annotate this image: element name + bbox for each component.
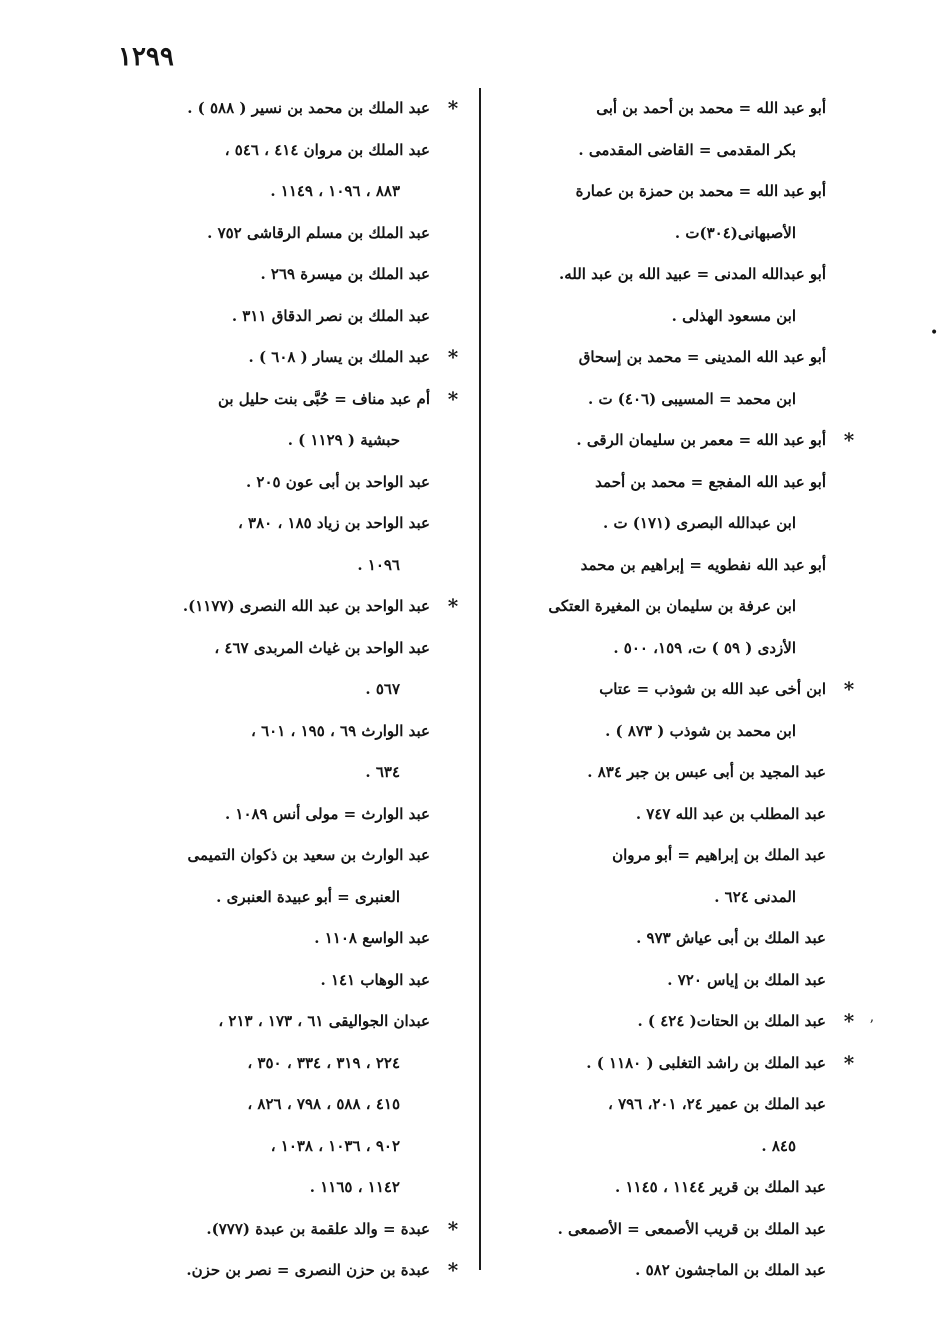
index-entry [492,1001,855,1043]
index-entry [492,918,832,960]
index-entry [492,669,855,752]
column-divider [479,88,481,1270]
index-entry [98,1250,459,1292]
entry-line: عبدة = والد علقمة بن عبدة (٧٧٧). [206,1219,430,1238]
entry-continuation-line: ابن عرفة بن سليمان بن المغيرة العتكى [548,597,796,615]
index-entry [98,918,436,960]
entry-line: أبو عبد الله المدينى = محمد بن إسحاق [578,348,826,366]
asterisk-marker-icon: * [447,1216,459,1241]
asterisk-marker-icon: * [447,386,459,411]
entry-continuation-line: الأصبهانى(٣٠٤)ت . [674,223,796,242]
entry-continuation-line: ابن محمد بن شوذب ( ٨٧٣ ) . [605,721,796,740]
entry-line: عبد الملك بن الماجشون ٥٨٢ . [635,1261,826,1279]
entry-line: عبد الملك بن إياس ٧٢٠ . [667,970,826,989]
entry-line: عبد الواحد بن زياد ١٨٥ ، ٣٨٠ ، [237,514,430,532]
asterisk-marker-icon: * [843,428,855,452]
entry-line: أم عبد مناف = حُبَّى بنت حليل بن [217,389,430,408]
entry-continuation-line: ٢٢٤ ، ٣١٩ ، ٣٣٤ ، ٣٥٠ ، [247,1053,400,1072]
index-entry [492,752,832,794]
entry-line: عبد الملك بن محمد بن نسير ( ٥٨٨ ) . [187,99,430,117]
index-entry [98,711,436,794]
entry-continuation-line: ١١٤٢ ، ١١٦٥ . [309,1178,400,1196]
entry-line: عبد الملك بن يسار ( ٦٠٨ ) . [248,348,430,366]
index-entry [492,171,832,254]
entry-line: أبو عبدالله المدنى = عبيد الله بن عبد الله. [558,265,826,283]
entry-continuation-line: ابن محمد = المسيبى (٤٠٦) ت . [588,389,796,408]
entry-continuation-line: ١٠٩٦ . [357,555,400,574]
index-entry [98,628,436,711]
index-entry [98,835,436,918]
entry-continuation-line: ٨٨٣ ، ١٠٩٦ ، ١١٤٩ . [270,182,400,200]
index-entry [98,213,436,255]
index-entry [492,1250,832,1292]
entry-continuation-line: بكر المقدمى = القاضى المقدمى . [578,140,796,159]
index-entry [98,503,436,586]
entry-line: أبو عبد الله = معمر بن سليمان الرقى . [576,431,826,449]
asterisk-marker-icon: * [447,594,459,618]
entry-line: عبد الملك بن مسلم الرقاشى ٧٥٢ . [207,223,430,242]
index-entry [492,420,855,462]
entry-line: عبد المجيد بن أبى عبس بن جبر ٨٣٤ . [587,763,826,781]
index-entry [492,1084,832,1167]
right-column [492,88,855,1292]
page-number: ١٢٩٩ [118,42,174,72]
entry-line: عبد الملك بن نصر الدقاق ٣١١ . [231,306,430,325]
entry-line: عبدان الجواليقى ٦١ ، ١٧٣ ، ٢١٣ ، [218,1012,430,1030]
entry-line: عبد الملك بن عمير ٢٤، ٢٠١، ٧٩٦ ، [608,1095,826,1113]
index-entry [492,1209,832,1251]
index-entry [98,586,459,628]
index-entry [492,462,832,545]
entry-continuation-line: ابن مسعود الهذلى . [671,306,796,325]
asterisk-marker-icon: * [843,1050,855,1075]
entry-line: عبد الملك بن الحتات( ٤٢٤ ) . [637,1012,826,1030]
index-entry [98,254,436,296]
index-entry [492,88,832,171]
entry-continuation-line: ابن عبدالله البصرى (١٧١) ت . [603,514,796,532]
entry-continuation-line: الأزدى ( ٥٩ ) ت، ١٥٩، ٥٠٠ . [613,638,796,657]
entry-line: عبدة بن حزن النصرى = نصر بن حزن. [186,1261,430,1279]
entry-line: عبد الملك بن ميسرة ٢٦٩ . [260,265,430,283]
index-entry [492,254,832,337]
asterisk-marker-icon: * [843,1009,855,1033]
entry-continuation-line: ٦٣٤ . [365,763,400,781]
entry-line: عبد الملك بن قريب الأصمعى = الأصمعى . [557,1219,826,1238]
entry-line: عبد الملك بن مروان ٤١٤ ، ٥٤٦ ، [224,140,430,159]
entry-continuation-line: حبشية ( ١١٢٩ ) . [287,431,400,449]
asterisk-marker-icon: * [843,677,855,701]
index-entry [492,545,832,670]
entry-line: ابن أخى عبد الله بن شوذب = عتاب [599,680,826,698]
index-entry [98,1001,436,1209]
entry-line: عبد المطلب بن عبد الله ٧٤٧ . [635,804,826,823]
entry-line: عبد الواحد بن عبد الله النصرى (١١٧٧). [182,597,430,615]
entry-line: أبو عبد الله = محمد بن أحمد بن أبى [596,99,826,117]
index-entry [98,1209,459,1251]
entry-continuation-line: العنبرى = أبو عبيدة العنبرى . [216,887,400,906]
entry-continuation-line: المدنى ٦٢٤ . [714,887,796,906]
entry-line: أبو عبد الله = محمد بن حمزة بن عمارة [575,182,826,200]
entry-line: عبد الوهاب ١٤١ . [320,970,430,989]
asterisk-marker-icon: * [447,1258,459,1282]
entry-line: عبد الوارث بن سعيد بن ذكوان التميمى [187,846,430,864]
entry-continuation-line: ٩٠٢ ، ١٠٣٦ ، ١٠٣٨ ، [270,1136,400,1155]
entry-line: عبد الوارث ٦٩ ، ١٩٥ ، ٦٠١ ، [251,721,430,740]
stray-ink-mark: ʼ [869,1018,874,1034]
entry-line: عبد الواسع ١١٠٨ . [314,929,430,947]
index-entry [98,88,459,130]
index-entry [492,794,832,836]
index-entry [98,130,436,213]
entry-line: أبو عبد الله نفطويه = إبراهيم بن محمد [580,555,826,574]
entry-line: عبد الملك بن إبراهيم = أبو مروان [612,846,826,864]
index-entry [492,1167,832,1209]
entry-line: عبد الملك بن قرير ١١٤٤ ، ١١٤٥ . [615,1178,826,1196]
index-entry [98,462,436,504]
index-entry [492,1043,855,1085]
index-entry [98,794,436,836]
left-column [98,88,459,1292]
index-entry [492,960,832,1002]
entry-line: عبد الواحد بن غياث المربدى ٤٦٧ ، [214,638,430,657]
asterisk-marker-icon: * [447,345,459,369]
index-entry [98,960,436,1002]
index-entry [492,337,832,420]
entry-line: عبد الوارث = مولى أنس ١٠٨٩ . [224,804,430,823]
entry-line: عبد الملك بن أبى عياش ٩٧٣ . [636,929,826,947]
entry-continuation-line: ٤١٥ ، ٥٨٨ ، ٧٩٨ ، ٨٢٦ ، [247,1095,400,1113]
stray-ink-mark: • [930,325,938,341]
asterisk-marker-icon: * [447,96,459,120]
index-entry [98,379,459,462]
entry-continuation-line: ٨٤٥ . [761,1136,796,1155]
index-entry [492,835,832,918]
entry-line: أبو عبد الله المفجع = محمد بن أحمد [595,472,826,491]
entry-line: عبد الملك بن راشد التغلبى ( ١١٨٠ ) . [586,1053,826,1072]
entry-continuation-line: ٥٦٧ . [365,680,400,698]
entry-line: عبد الواحد بن أبى عون ٢٠٥ . [245,472,430,491]
index-entry [98,296,436,338]
index-entry [98,337,459,379]
